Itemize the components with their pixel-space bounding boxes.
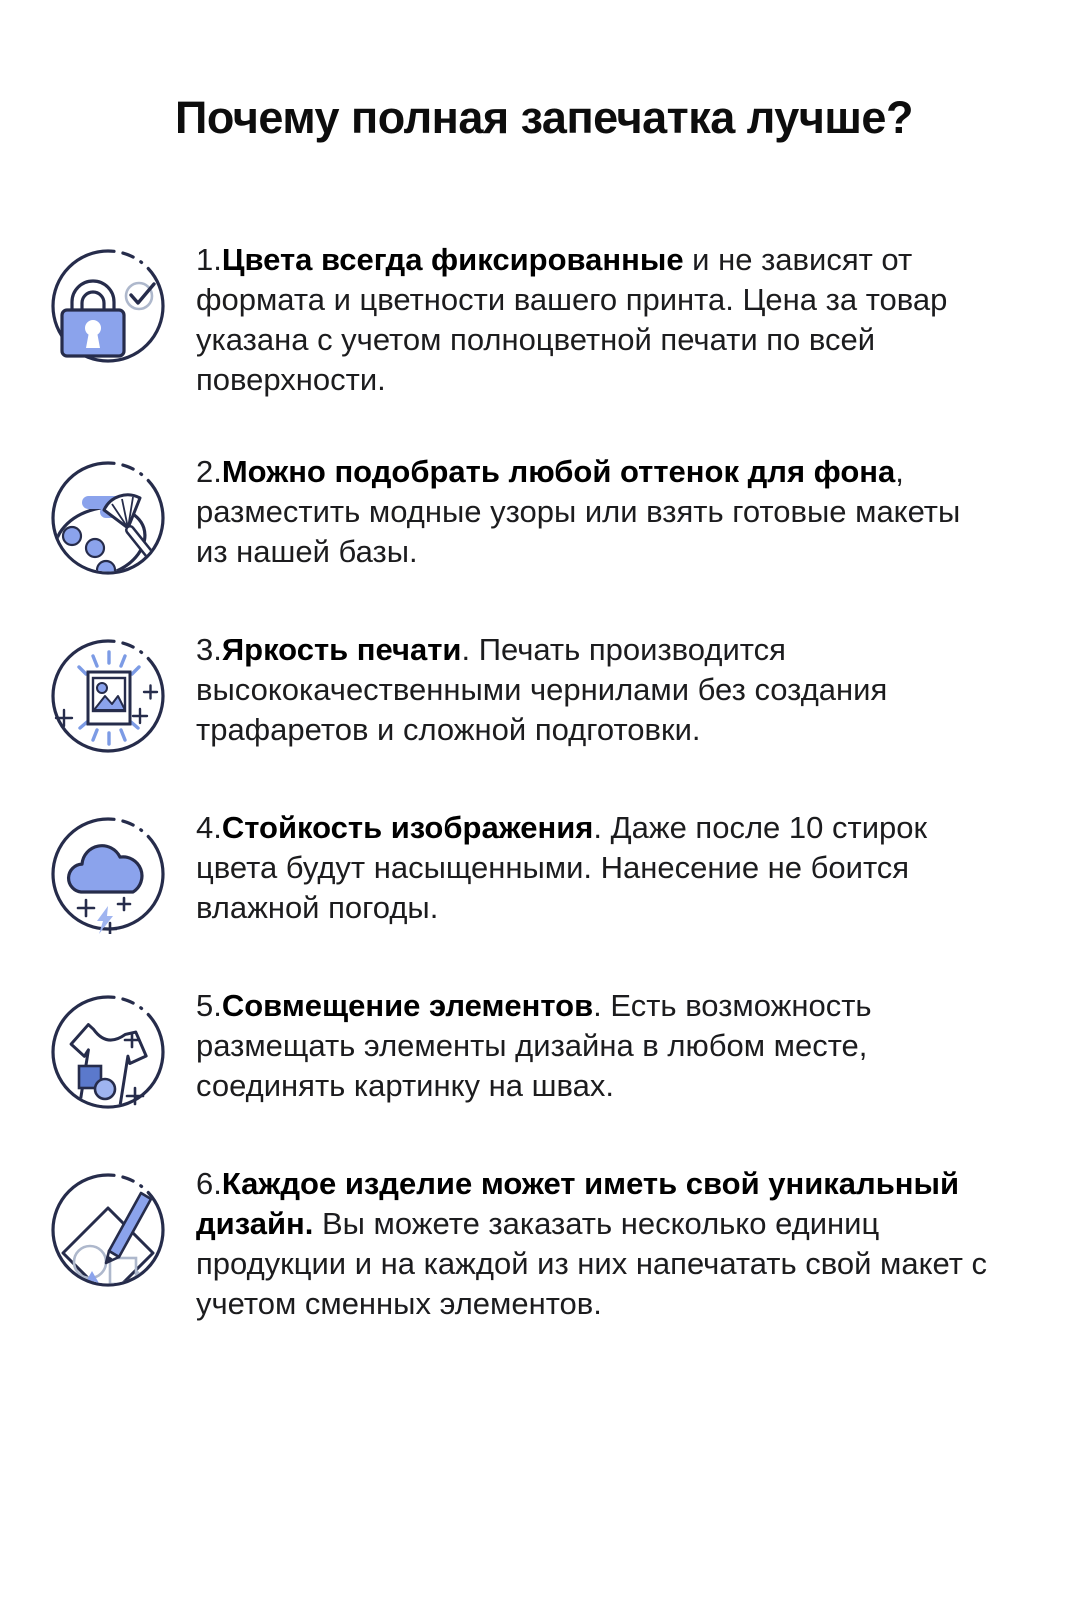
palette-brush-icon: [48, 458, 168, 578]
benefit-number: 2.: [196, 454, 222, 489]
benefit-row-background: [48, 452, 1040, 578]
benefit-rest: и не зависят от формата и цветности вашего принта. Цена за товар указана с учетом полноцветной печати по всей поверхности.: [196, 242, 948, 397]
benefit-row-durability: [48, 808, 1040, 934]
benefit-text: [196, 986, 996, 1106]
benefit-row-unique-design: [48, 1164, 1040, 1324]
lock-check-icon: [48, 246, 168, 366]
tshirt-elements-icon: [48, 992, 168, 1112]
benefit-rest: . Есть возможность размещать элементы дизайна в любом месте, соединять картинку на швах.: [196, 988, 872, 1103]
benefit-bold: Совмещение элементов: [221, 988, 594, 1023]
page-title: Почему полная запечатка лучше?: [175, 92, 913, 143]
benefit-text: [196, 1164, 996, 1324]
benefit-rest: Вы можете заказать несколько единиц продукции и на каждой из них напечатать свой макет с учетом сменных элементов.: [196, 1206, 988, 1321]
benefit-number: 4.: [196, 810, 222, 845]
benefit-rest: . Печать производится высококачественными чернилами без создания трафаретов и сложной подготовки.: [196, 632, 888, 747]
benefit-row-colors: [48, 240, 1040, 400]
benefit-bold: Можно подобрать любой оттенок для фона: [221, 454, 896, 489]
benefit-text: [196, 452, 996, 572]
benefit-rest: . Даже после 10 стирок цвета будут насыщенными. Нанесение не боится влажной погоды.: [196, 810, 928, 925]
benefit-number: 1.: [196, 242, 222, 277]
benefit-row-brightness: [48, 630, 1040, 756]
benefit-text: [196, 240, 996, 400]
weather-cloud-icon: [48, 814, 168, 934]
benefit-row-elements: [48, 986, 1040, 1112]
benefit-bold: Каждое изделие может иметь свой уникальный дизайн.: [196, 1166, 960, 1241]
benefit-text: [196, 808, 996, 928]
benefit-text: [196, 630, 996, 750]
benefit-number: 5.: [196, 988, 222, 1023]
benefit-bold: Яркость печати: [221, 632, 462, 667]
unique-design-pencil-icon: [48, 1170, 168, 1290]
benefit-number: 3.: [196, 632, 222, 667]
benefit-rest: , разместить модные узоры или взять готовые макеты из нашей базы.: [196, 454, 961, 569]
benefit-number: 6.: [196, 1166, 222, 1201]
benefit-bold: Цвета всегда фиксированные: [221, 242, 684, 277]
benefit-bold: Стойкость изображения: [221, 810, 594, 845]
brightness-image-icon: [48, 636, 168, 756]
